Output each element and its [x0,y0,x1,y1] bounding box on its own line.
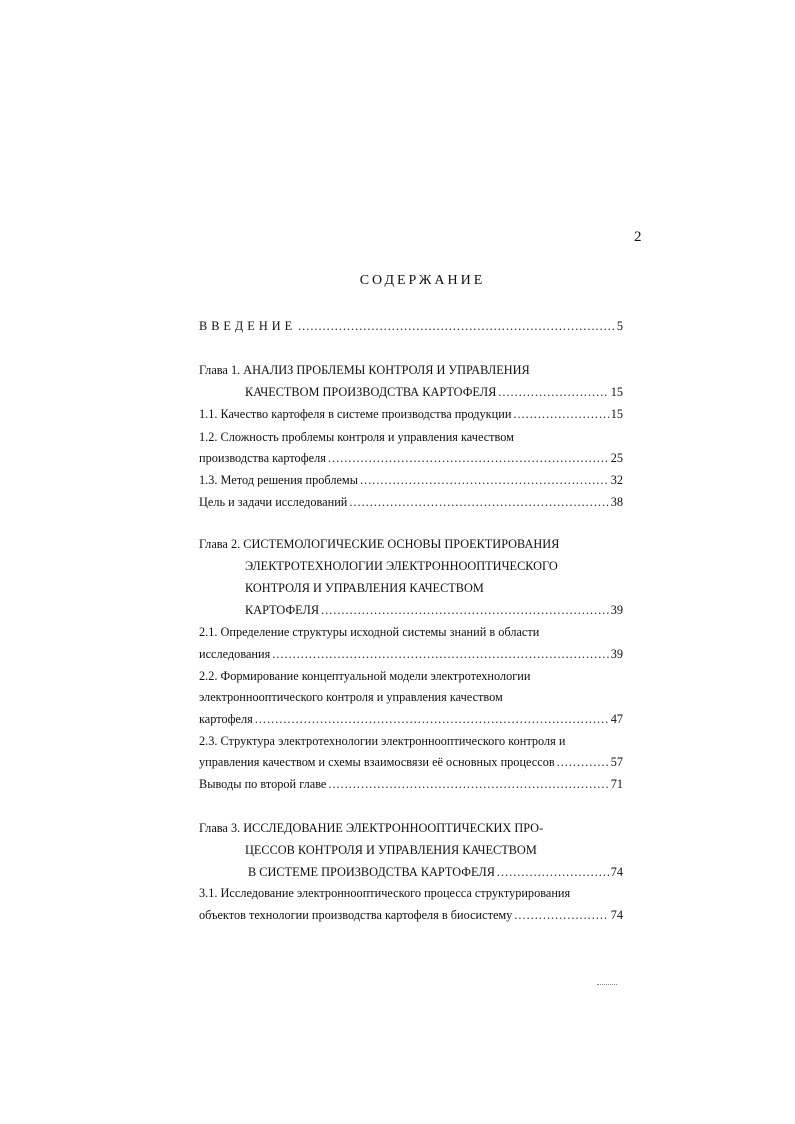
toc-entry-2-1[interactable] [199,645,623,663]
toc-entry-label: 1.3. Метод решения проблемы [199,473,358,487]
toc-entry-3-1[interactable] [199,906,623,924]
dot-leader [321,601,609,619]
dot-leader [328,449,609,467]
dot-leader [298,317,615,335]
toc-entry-label: 1.1. Качество картофеля в системе производства продукции [199,407,512,421]
chapter-2-heading-cont[interactable] [245,601,623,619]
toc-entry-page: 15 [610,385,623,399]
dot-leader [349,493,608,511]
toc-entry-page: 32 [610,473,623,487]
toc-entry-page: 74 [610,865,623,879]
chapter-1-heading-cont[interactable] [245,383,623,401]
dot-leader [513,405,608,423]
toc-entry-label: ВВЕДЕНИЕ [199,319,297,333]
dot-leader [328,775,608,793]
dot-leader [360,471,609,489]
toc-entry-2-3-line1[interactable]: 2.3. Структура электротехнологии электронноoптического контроля и [199,734,566,748]
toc-entry-label: В СИСТЕМЕ ПРОИЗВОДСТВА КАРТОФЕЛЯ [248,865,495,879]
scan-mark [597,978,617,985]
toc-entry-1-2-line1[interactable]: 1.2. Сложность проблемы контроля и управления качеством [199,430,514,444]
toc-entry-intro[interactable] [199,317,623,335]
dot-leader [557,753,609,771]
toc-entry-2-3[interactable] [199,753,623,771]
dot-leader [498,383,608,401]
toc-entry-2-2-line2[interactable]: электронноoптического контроля и управления качеством [199,690,503,704]
toc-entry-page: 47 [610,712,623,726]
toc-entry-label: Выводы по второй главе [199,777,327,791]
page-number: 2 [634,229,642,245]
dot-leader [255,710,609,728]
toc-entry-2-2[interactable] [199,710,623,728]
toc-entry-page: 57 [610,755,623,769]
toc-entry-1-2[interactable] [199,449,623,467]
toc-entry-page: 25 [610,451,623,465]
toc-entry-1-3[interactable] [199,471,623,489]
toc-entry-label: Цель и задачи исследований [199,495,348,509]
toc-entry-label: управления качеством и схемы взаимосвязи её основных процессов [199,755,555,769]
chapter-2-heading[interactable]: Глава 2. СИСТЕМОЛОГИЧЕСКИЕ ОСНОВЫ ПРОЕКТИРОВАНИЯ [199,537,560,551]
toc-entry-label: картофеля [199,712,253,726]
dot-leader [272,645,608,663]
chapter-3-heading-cont[interactable]: ЦЕССОВ КОНТРОЛЯ И УПРАВЛЕНИЯ КАЧЕСТВОМ [245,843,537,857]
toc-entry-2-2-line1[interactable]: 2.2. Формирование концептуальной модели электротехнологии [199,669,531,683]
toc-entry-page: 71 [610,777,623,791]
chapter-1-heading[interactable]: Глава 1. АНАЛИЗ ПРОБЛЕМЫ КОНТРОЛЯ И УПРАВЛЕНИЯ [199,363,530,377]
toc-entry-label: объектов технологии производства картофеля в биосистему [199,908,513,922]
chapter-3-heading-cont[interactable] [248,863,623,881]
toc-entry-conclusions[interactable] [199,775,623,793]
toc-entry-goals[interactable] [199,493,623,511]
chapter-2-heading-cont[interactable]: КОНТРОЛЯ И УПРАВЛЕНИЯ КАЧЕСТВОМ [245,581,484,595]
toc-entry-page: 38 [610,495,623,509]
toc-entry-page: 39 [610,603,623,617]
toc-entry-page: 74 [610,908,623,922]
toc-entry-label: производства картофеля [199,451,326,465]
toc-entry-label: КАРТОФЕЛЯ [245,603,320,617]
toc-entry-page: 5 [616,319,623,333]
toc-entry-label: исследования [199,647,271,661]
chapter-2-heading-cont[interactable]: ЭЛЕКТРОТЕХНОЛОГИИ ЭЛЕКТРОННООПТИЧЕСКОГО [245,559,558,573]
toc-entry-page: 15 [610,407,623,421]
dot-leader [497,863,609,881]
toc-entry-page: 39 [610,647,623,661]
toc-entry-1-1[interactable] [199,405,623,423]
toc-entry-2-1-line1[interactable]: 2.1. Определение структуры исходной системы знаний в области [199,625,540,639]
chapter-3-heading[interactable]: Глава 3. ИССЛЕДОВАНИЕ ЭЛЕКТРОННООПТИЧЕСКИХ ПРО- [199,821,544,835]
dot-leader [514,906,608,924]
toc-title: СОДЕРЖАНИЕ [359,273,486,288]
toc-entry-3-1-line1[interactable]: 3.1. Исследование электронноoптического процесса структурирования [199,886,571,900]
toc-entry-label: КАЧЕСТВОМ ПРОИЗВОДСТВА КАРТОФЕЛЯ [245,385,497,399]
